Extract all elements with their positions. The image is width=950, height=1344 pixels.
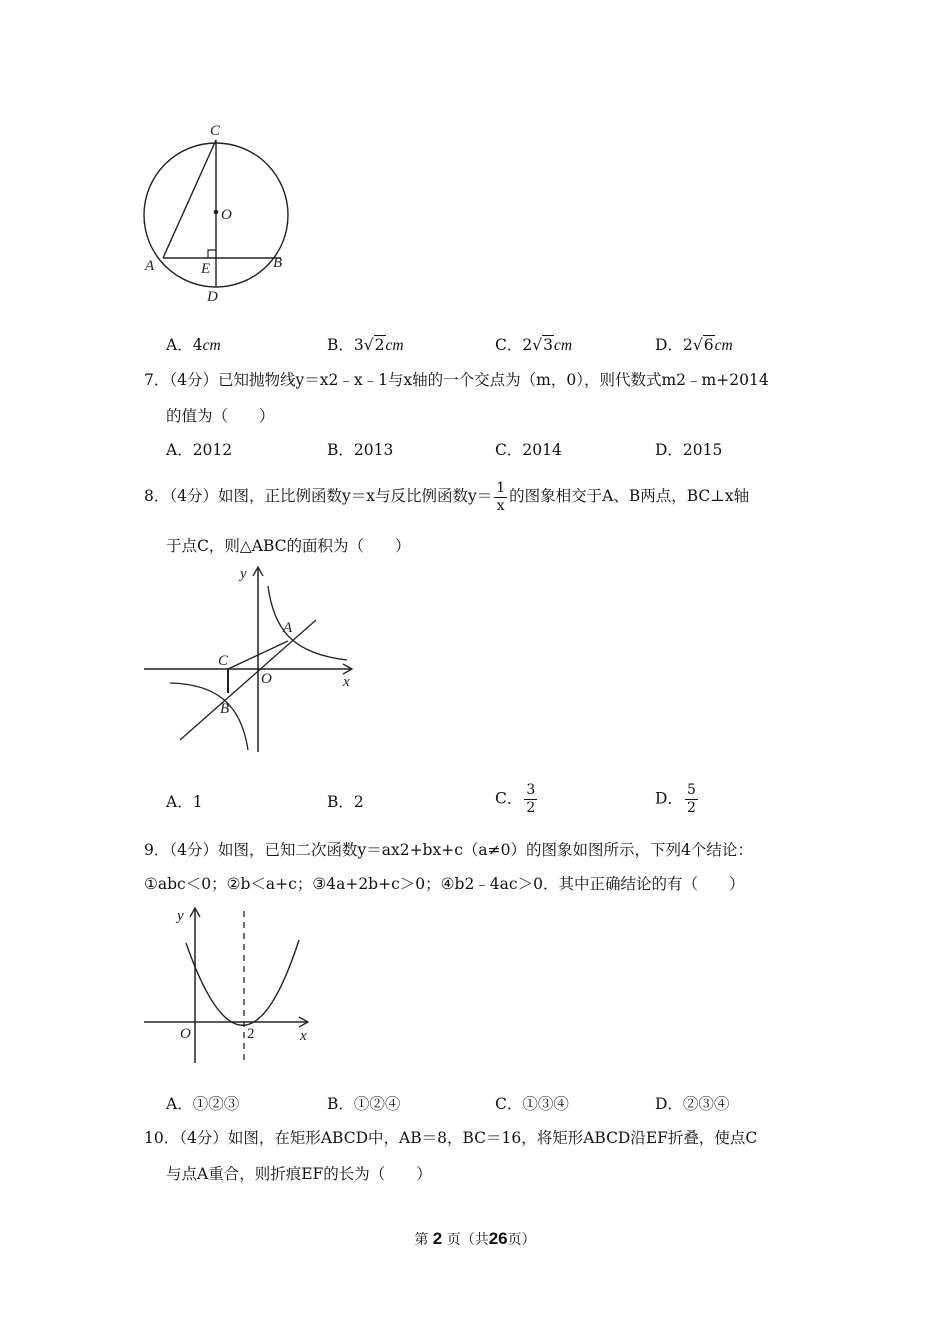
option-letter: A． bbox=[166, 336, 193, 354]
footer-prefix: 第 bbox=[414, 1232, 429, 1248]
q8-graph-figure bbox=[140, 562, 365, 757]
option-letter: D． bbox=[655, 789, 683, 808]
option-unit: cm bbox=[385, 337, 404, 354]
q8-stem-line1 bbox=[144, 478, 749, 515]
current-page-number: 2 bbox=[432, 1229, 443, 1248]
q9-option-b[interactable]: B．①②④ bbox=[327, 1095, 401, 1113]
q9-parabola-figure bbox=[140, 903, 320, 1068]
q8-label-B: B bbox=[220, 701, 230, 717]
q6-label-E: E bbox=[201, 261, 211, 277]
q6-label-A: A bbox=[145, 258, 155, 274]
q7-stem-line1: 7．（4分）已知抛物线y＝x2﹣x﹣1与x轴的一个交点为（m，0），则代数式m2﹣m+2014 bbox=[144, 371, 769, 389]
sqrt-sign-icon: √ bbox=[532, 336, 543, 354]
q8-option-b[interactable] bbox=[327, 792, 364, 812]
q6-option-d[interactable] bbox=[655, 335, 733, 356]
q7-option-b[interactable]: B．2013 bbox=[327, 441, 394, 459]
q8-label-y: y bbox=[240, 566, 247, 582]
q6-label-D: D bbox=[207, 289, 218, 305]
q9-label-y: y bbox=[177, 908, 184, 924]
page-footer bbox=[0, 1229, 950, 1249]
fraction-denominator: 2 bbox=[526, 800, 536, 816]
option-fraction bbox=[524, 782, 537, 817]
total-page-count: 26 bbox=[488, 1229, 508, 1248]
q7-option-c[interactable]: C．2014 bbox=[495, 441, 562, 459]
q10-stem-line1: 10．（4分）如图，在矩形ABCD中，AB＝8，BC＝16，将矩形ABCD沿EF折叠，使点C bbox=[144, 1129, 758, 1147]
q8-option-d[interactable] bbox=[655, 782, 700, 817]
footer-suffix: 页） bbox=[507, 1232, 536, 1248]
fraction-denominator: 2 bbox=[686, 800, 696, 816]
footer-middle: 页（共 bbox=[446, 1232, 489, 1248]
option-letter: D． bbox=[655, 336, 683, 354]
q9-stem-line1: 9．（4分）如图，已知二次函数y＝ax2+bx+c（a≠0）的图象如图所示，下列4个结论： bbox=[144, 841, 753, 859]
q6-option-c[interactable] bbox=[495, 335, 572, 356]
option-radicand: 6 bbox=[703, 336, 714, 354]
q9-label-x: x bbox=[300, 1028, 307, 1044]
option-coef: 2 bbox=[682, 336, 693, 354]
q6-label-B: B bbox=[273, 255, 283, 271]
q8-fraction bbox=[494, 480, 507, 515]
option-unit: cm bbox=[714, 337, 733, 354]
option-unit: cm bbox=[202, 337, 221, 354]
option-unit: cm bbox=[554, 337, 573, 354]
fraction-denominator: x bbox=[496, 497, 505, 514]
option-value: 1 bbox=[192, 793, 203, 811]
sqrt-sign-icon: √ bbox=[363, 336, 374, 354]
q6-option-a[interactable] bbox=[166, 335, 221, 356]
option-radicand: 3 bbox=[543, 336, 554, 354]
q8-option-c[interactable] bbox=[495, 782, 539, 817]
fraction-numerator: 5 bbox=[686, 782, 696, 798]
fraction-numerator: 1 bbox=[496, 479, 506, 496]
option-coef: 3 bbox=[353, 336, 364, 354]
q8-label-x: x bbox=[343, 674, 350, 690]
option-radicand: 2 bbox=[374, 336, 385, 354]
q9-option-a[interactable]: A．①②③ bbox=[166, 1095, 240, 1113]
q8-label-A: A bbox=[283, 620, 293, 636]
q6-label-O: O bbox=[221, 207, 232, 223]
q9-label-2: 2 bbox=[247, 1026, 255, 1042]
option-letter: A． bbox=[166, 793, 193, 811]
q10-stem-line2: 与点A重合，则折痕EF的长为（ ） bbox=[166, 1165, 432, 1183]
sqrt-sign-icon: √ bbox=[692, 336, 703, 354]
q9-label-O: O bbox=[180, 1026, 191, 1042]
q9-option-c[interactable]: C．①③④ bbox=[495, 1095, 569, 1113]
q8-label-C: C bbox=[218, 653, 229, 669]
q6-label-C: C bbox=[210, 123, 221, 139]
q9-stem-line2: ①abc＜0；②b＜a+c；③4a+2b+c＞0；④b2﹣4ac＞0．其中正确结论的有（ ） bbox=[144, 875, 745, 893]
q7-stem-line2: 的值为（ ） bbox=[166, 407, 275, 425]
option-letter: C． bbox=[495, 789, 523, 808]
q8-option-a[interactable] bbox=[166, 792, 203, 812]
option-letter: B． bbox=[327, 336, 354, 354]
q8-label-O: O bbox=[261, 671, 272, 687]
option-letter: C． bbox=[495, 336, 523, 354]
q8-stem-line2: 于点C，则△ABC的面积为（ ） bbox=[166, 537, 411, 555]
option-value: 2 bbox=[353, 793, 364, 811]
q8-stem-post: 的图象相交于A、B两点，BC⊥x轴 bbox=[509, 487, 750, 505]
fraction-numerator: 3 bbox=[526, 782, 536, 798]
q7-option-a[interactable]: A．2012 bbox=[166, 441, 233, 459]
q7-option-d[interactable]: D．2015 bbox=[655, 441, 723, 459]
q9-option-d[interactable]: D．②③④ bbox=[655, 1095, 730, 1113]
option-letter: B． bbox=[327, 793, 354, 811]
option-fraction bbox=[685, 782, 698, 817]
q8-stem-pre: 8．（4分）如图，正比例函数y＝x与反比例函数y＝ bbox=[144, 487, 493, 505]
option-coef: 4 bbox=[192, 336, 203, 354]
q6-circle-figure bbox=[135, 118, 305, 308]
q6-option-b[interactable] bbox=[327, 335, 404, 356]
option-coef: 2 bbox=[522, 336, 533, 354]
